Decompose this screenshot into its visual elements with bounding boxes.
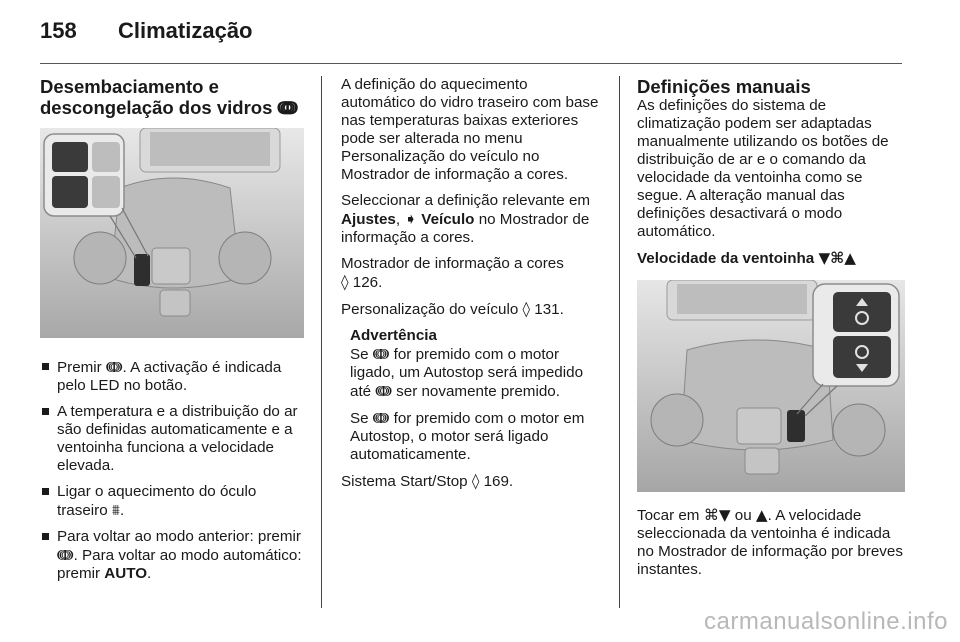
paragraph: A definição do aquecimento automático do vidro traseiro com base nas temperaturas baixas exteriores pode ser alterada no menu Personalização do veículo no Mostrador de informação a cores. bbox=[341, 76, 599, 183]
column-3 bbox=[637, 76, 905, 587]
column-divider bbox=[619, 76, 620, 608]
windscreen-defrost-icon: ↈ bbox=[57, 546, 74, 564]
paragraph: As definições do sistema de climatização podem ser adaptadas manualmente utilizando os botões de distribuição de ar e o comando da velocidade da ventoinha como se segue. A alteração manual das definições desactivará o modo automático. bbox=[637, 97, 889, 240]
paragraph: Personalização do veículo ◊ 131. bbox=[341, 300, 564, 318]
fan-down-icon: ▼ bbox=[818, 249, 831, 267]
fan-up-icon: ▲ bbox=[844, 249, 856, 267]
subheading-fan-speed: Velocidade da ventoinha ▼⌘▲ bbox=[637, 249, 856, 267]
dashboard-illustration-fan bbox=[637, 280, 905, 492]
windscreen-defrost-icon: ↈ bbox=[372, 409, 390, 427]
reference-icon: ◊ bbox=[471, 472, 480, 490]
list-item: Premir ↈ. A activação é indicada pelo LED no botão. bbox=[40, 358, 305, 395]
page-title: Climatização bbox=[118, 18, 253, 43]
column-divider bbox=[321, 76, 322, 608]
section-heading-defrost: Desembaciamento e descongelação dos vidros ↈ bbox=[40, 76, 298, 119]
auto-label: AUTO bbox=[104, 565, 148, 582]
paragraph: Tocar em ⌘▼ ou ▲. A velocidade seleccionada da ventoinha é indicada no Mostrador de informação por breves instantes. bbox=[637, 506, 903, 578]
menu-ajustes: Ajustes bbox=[341, 211, 396, 228]
rear-window-heat-icon: ⩩ bbox=[111, 501, 120, 519]
dashboard-illustration-defrost bbox=[40, 128, 304, 338]
paragraph: Seleccionar a definição relevante em Ajustes, ➧ Veículo no Mostrador de informação a cores. bbox=[341, 192, 591, 246]
menu-veiculo: Veículo bbox=[417, 211, 475, 228]
menu-arrow-icon: ➧ bbox=[404, 210, 418, 228]
warning-title: Advertência bbox=[350, 327, 437, 344]
fan-icon: ⌘ bbox=[703, 506, 719, 524]
page-reference: 131. bbox=[534, 301, 564, 318]
defrost-steps bbox=[40, 358, 305, 583]
fan-up-icon: ▲ bbox=[755, 506, 768, 524]
watermark-footer: carmanualsonline.info bbox=[704, 608, 948, 635]
list-item: Ligar o aquecimento do óculo traseiro ⩩. bbox=[40, 483, 305, 520]
paragraph: Mostrador de informação a cores ◊ 126. bbox=[341, 255, 564, 291]
page-reference: 126. bbox=[352, 274, 383, 291]
paragraph: Se ↈ for premido com o motor em Autostop, o motor será ligado automaticamente. bbox=[350, 409, 585, 463]
section-heading-manual: Definições manuais bbox=[637, 76, 811, 97]
column-1 bbox=[40, 76, 305, 591]
reference-icon: ◊ bbox=[341, 273, 349, 291]
page-header bbox=[40, 18, 253, 44]
header-rule bbox=[40, 63, 902, 64]
paragraph: Se ↈ for premido com o motor ligado, um Autostop será impedido até ↈ ser novamente premido. bbox=[350, 345, 584, 400]
warning-block bbox=[341, 327, 603, 464]
dashboard-image-2 bbox=[637, 280, 905, 492]
list-item: A temperatura e a distribuição do ar são definidas automaticamente e a ventoinha funciona a velocidade elevada. bbox=[40, 403, 305, 475]
page-reference: 169. bbox=[483, 473, 514, 490]
dashboard-image-1 bbox=[40, 128, 304, 338]
column-2 bbox=[341, 76, 603, 499]
windscreen-defrost-icon: ↈ bbox=[375, 382, 392, 400]
fan-icon: ⌘ bbox=[830, 249, 845, 267]
list-item: Para voltar ao modo anterior: premir ↈ. Para voltar ao modo automático: premir AUTO. bbox=[40, 528, 305, 583]
paragraph: Sistema Start/Stop ◊ 169. bbox=[341, 472, 514, 490]
windscreen-defrost-icon: ↈ bbox=[372, 345, 390, 363]
reference-icon: ◊ bbox=[522, 300, 531, 318]
windscreen-defrost-icon: ↈ bbox=[277, 98, 298, 119]
windscreen-defrost-icon: ↈ bbox=[105, 358, 123, 376]
fan-down-icon: ▼ bbox=[718, 506, 731, 524]
page-number: 158 bbox=[40, 18, 77, 43]
